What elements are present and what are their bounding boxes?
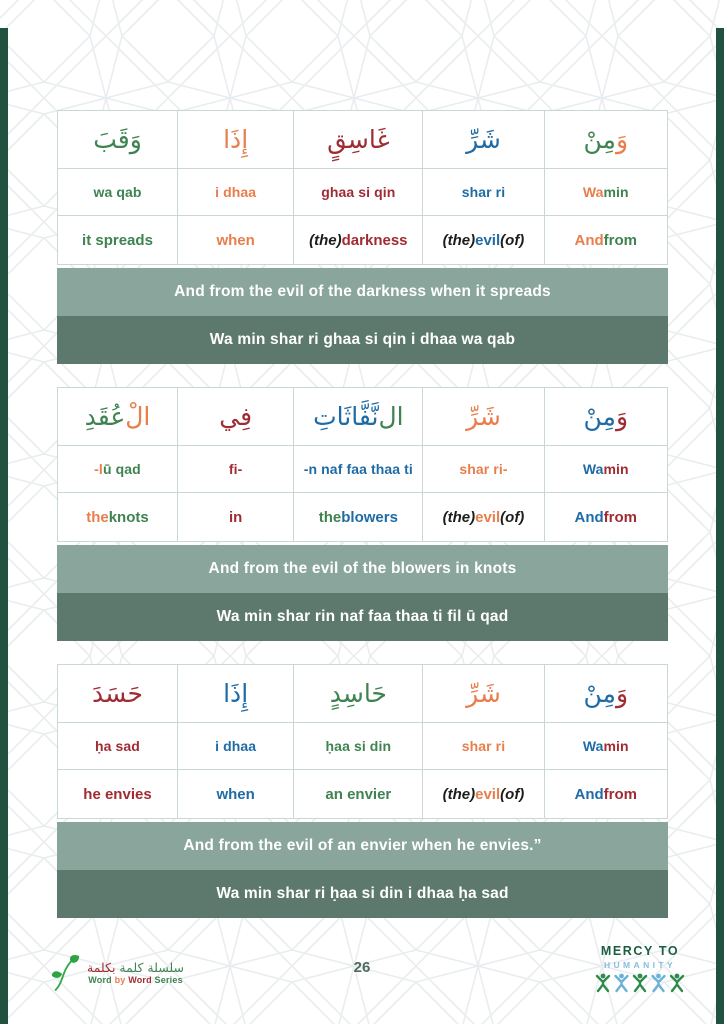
arabic-cell: [545, 388, 667, 446]
meaning-cell: [423, 216, 544, 264]
arabic-cell: [58, 388, 178, 446]
meaning-cell: [58, 216, 178, 264]
text-segment: the: [318, 508, 342, 526]
people-figures-icon: [592, 972, 688, 998]
text-segment: إِذَا: [223, 678, 249, 708]
translit-cell: [294, 446, 423, 493]
footer: [0, 914, 724, 1024]
text-segment: from: [603, 785, 638, 803]
text-segment: الْ: [125, 401, 151, 431]
meaning-cell: [178, 770, 294, 818]
text-segment: وَ: [615, 678, 629, 708]
text-segment: And: [574, 231, 604, 249]
text-segment: evil: [475, 508, 501, 526]
verse-transliteration: Wa min shar ri ḥaa si din i dhaa ḥa sad: [57, 870, 668, 918]
meaning-cell: [423, 493, 544, 541]
verse-tables: [57, 110, 668, 941]
text-segment: مِنْ: [583, 678, 616, 708]
text-segment: And: [574, 508, 604, 526]
translit-cell: [294, 169, 423, 216]
text-segment: (the): [442, 785, 476, 803]
arabic-cell: [58, 665, 178, 723]
text-segment: وَ: [615, 401, 629, 431]
meaning-cell: [58, 770, 178, 818]
arabic-cell: [545, 111, 667, 169]
text-segment: شَرِّ: [466, 124, 501, 154]
word-grid: [57, 664, 668, 819]
arabic-cell: [58, 111, 178, 169]
meaning-cell: [545, 493, 667, 541]
meaning-cell: [294, 770, 423, 818]
meaning-cell: [178, 216, 294, 264]
series-logo-english: [88, 975, 183, 985]
translit-cell: [423, 169, 544, 216]
text-segment: شَرِّ: [466, 678, 501, 708]
text-segment: غَاسِقٍ: [327, 124, 390, 154]
arabic-cell: [294, 388, 423, 446]
text-segment: ghaa si qin: [321, 184, 396, 200]
verse-table-verse-3: [57, 110, 668, 364]
verse-transliteration: Wa min shar rin naf faa thaa ti fil ū qad: [57, 593, 668, 641]
arabic-cell: [294, 111, 423, 169]
verse-transliteration: Wa min shar ri ghaa si qin i dhaa wa qab: [57, 316, 668, 364]
text-segment: حَاسِدٍ: [329, 678, 387, 708]
text-segment: i dhaa: [215, 738, 257, 754]
text-segment: شَرِّ: [466, 401, 501, 431]
meaning-cell: [545, 770, 667, 818]
text-segment: Series: [154, 975, 183, 986]
arabic-cell: [423, 665, 544, 723]
right-edge-bar: [716, 28, 724, 1024]
translit-cell: [423, 723, 544, 770]
text-segment: it spreads: [82, 231, 153, 249]
translit-cell: [545, 446, 667, 493]
text-segment: (of): [500, 508, 525, 526]
text-segment: مِنْ: [583, 401, 616, 431]
page-number: 26: [353, 959, 371, 976]
word-grid: [57, 110, 668, 265]
text-segment: (the): [442, 508, 476, 526]
text-segment: وَ: [615, 124, 629, 154]
arabic-cell: [178, 665, 294, 723]
text-segment: he envies: [83, 785, 152, 803]
text-segment: حَسَدَ: [92, 678, 143, 708]
arabic-cell: [178, 111, 294, 169]
text-segment: blowers: [341, 508, 398, 526]
meaning-cell: [545, 216, 667, 264]
word-grid: [57, 387, 668, 542]
text-segment: fi-: [228, 461, 243, 477]
text-segment: فِي: [219, 401, 253, 431]
text-segment: from: [603, 508, 638, 526]
text-segment: (the): [442, 231, 476, 249]
meaning-cell: [58, 493, 178, 541]
text-segment: min: [603, 184, 629, 200]
text-segment: And: [574, 785, 604, 803]
text-segment: the: [86, 508, 109, 526]
text-segment: Wa: [582, 738, 604, 754]
text-segment: knots: [108, 508, 149, 526]
verse-translation: And from the evil of the blowers in knots: [57, 545, 668, 593]
text-segment: ḥa sad: [95, 738, 140, 754]
meaning-cell: [294, 493, 423, 541]
text-segment: بكلمة: [87, 959, 116, 975]
text-segment: إِذَا: [223, 124, 249, 154]
text-segment: when: [216, 231, 255, 249]
arabic-cell: [545, 665, 667, 723]
translit-cell: [294, 723, 423, 770]
text-segment: wa qab: [93, 184, 142, 200]
text-segment: min: [603, 461, 629, 477]
arabic-cell: [294, 665, 423, 723]
text-segment: shar ri-: [459, 461, 508, 477]
translit-cell: [58, 723, 178, 770]
text-segment: سلسلة كلمة: [115, 959, 185, 975]
text-segment: evil: [475, 785, 501, 803]
text-segment: min: [603, 738, 629, 754]
text-segment: when: [216, 785, 255, 803]
text-segment: نَّفَّاثَاتِ: [313, 401, 379, 431]
meaning-cell: [178, 493, 294, 541]
translit-cell: [58, 446, 178, 493]
text-segment: -n naf faa thaa ti: [303, 461, 413, 477]
text-segment: ū qad: [102, 461, 141, 477]
translit-cell: [178, 169, 294, 216]
text-segment: وَقَبَ: [93, 124, 142, 154]
text-segment: i dhaa: [215, 184, 257, 200]
mercy-logo-line2: HUMANITY: [603, 960, 677, 970]
meaning-cell: [423, 770, 544, 818]
meaning-cell: [294, 216, 423, 264]
text-segment: عُقَدِ: [84, 401, 126, 431]
text-segment: by: [114, 975, 129, 986]
text-segment: ال: [378, 401, 404, 431]
translit-cell: [178, 446, 294, 493]
text-segment: (of): [500, 231, 525, 249]
text-segment: an envier: [325, 785, 392, 803]
text-segment: (of): [500, 785, 525, 803]
text-segment: ḥaa si din: [325, 738, 392, 754]
text-segment: darkness: [341, 231, 408, 249]
left-edge-bar: [0, 28, 8, 1024]
translit-cell: [545, 723, 667, 770]
translit-cell: [423, 446, 544, 493]
text-segment: in: [228, 508, 243, 526]
text-segment: evil: [475, 231, 501, 249]
verse-table-verse-5: [57, 664, 668, 918]
text-segment: مِنْ: [583, 124, 616, 154]
translit-cell: [58, 169, 178, 216]
text-segment: from: [603, 231, 638, 249]
mercy-logo-line1: MERCY TO: [600, 944, 680, 958]
verse-translation: And from the evil of the darkness when it spreads: [57, 268, 668, 316]
mercy-to-humanity-logo: [592, 944, 688, 998]
arabic-cell: [423, 388, 544, 446]
text-segment: Wa: [582, 461, 604, 477]
text-segment: shar ri: [461, 184, 506, 200]
verse-table-verse-4: [57, 387, 668, 641]
text-segment: shar ri: [461, 738, 506, 754]
verse-translation: And from the evil of an envier when he envies.”: [57, 822, 668, 870]
text-segment: Word: [88, 975, 115, 986]
text-segment: -l: [94, 461, 103, 477]
arabic-cell: [178, 388, 294, 446]
arabic-cell: [423, 111, 544, 169]
text-segment: Word: [128, 975, 155, 986]
text-segment: (the): [309, 231, 342, 249]
translit-cell: [178, 723, 294, 770]
text-segment: Wa: [582, 184, 604, 200]
translit-cell: [545, 169, 667, 216]
